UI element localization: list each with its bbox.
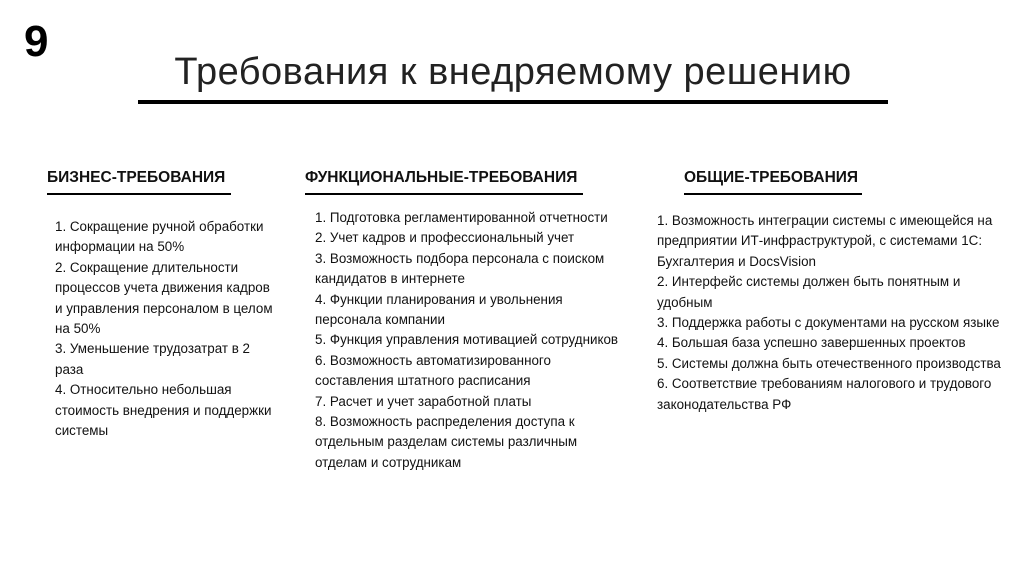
slide-number: 9 — [24, 17, 49, 66]
list-item: 3. Уменьшение трудозатрат в 2 раза — [55, 341, 250, 377]
list-item: 1. Сокращение ручной обработки информации на 50% — [55, 219, 264, 255]
business-requirements-list — [55, 217, 277, 441]
general-requirements-list — [657, 211, 1002, 415]
list-item: 4. Большая база успешно завершенных проектов — [657, 335, 966, 351]
list-item: 4. Относительно небольшая стоимость внедрения и поддержки системы — [55, 382, 272, 439]
list-item: 5. Функция управления мотивацией сотрудников — [315, 332, 619, 348]
general-requirements-column — [657, 169, 1014, 415]
list-item: 2. Учет кадров и профессиональный учет — [315, 230, 575, 246]
title-underline — [138, 100, 888, 104]
slide-title: Требования к внедряемому решению — [174, 51, 852, 93]
list-item: 1. Подготовка регламентированной отчетности — [315, 210, 608, 225]
list-item: 3. Поддержка работы с документами на русском языке — [657, 315, 1000, 331]
list-item: 7. Расчет и учет заработной платы — [315, 393, 532, 409]
functional-requirements-list — [315, 208, 630, 473]
list-item: 6. Соответствие требованиям налогового и трудового законодательства РФ — [657, 376, 992, 412]
list-item: 8. Возможность распределения доступа к отдельным разделам системы различным отделам и сотрудникам — [315, 414, 578, 470]
functional-requirements-column — [305, 169, 625, 473]
general-requirements-heading: ОБЩИЕ-ТРЕБОВАНИЯ — [684, 169, 862, 195]
list-item: 3. Возможность подбора персонала с поиском кандидатов в интернете — [315, 250, 605, 287]
list-item: 6. Возможность автоматизированного составления штатного расписания — [315, 352, 551, 389]
list-item: 1. Возможность интеграции системы с имеющейся на предприятии ИТ-инфраструктурой, с системами 1С: Бухгалтерия и DocsVision — [657, 213, 993, 269]
list-item: 2. Сокращение длительности процессов учета движения кадров и управления персоналом в целом на 50% — [55, 259, 273, 337]
list-item: 4. Функции планирования и увольнения персонала компании — [315, 291, 563, 328]
list-item: 2. Интерфейс системы должен быть понятным и удобным — [657, 274, 961, 310]
functional-requirements-heading: ФУНКЦИОНАЛЬНЫЕ-ТРЕБОВАНИЯ — [305, 169, 583, 195]
business-requirements-heading: БИЗНЕС-ТРЕБОВАНИЯ — [47, 169, 231, 195]
list-item: 5. Системы должна быть отечественного производства — [657, 355, 1001, 371]
business-requirements-column — [47, 169, 273, 441]
